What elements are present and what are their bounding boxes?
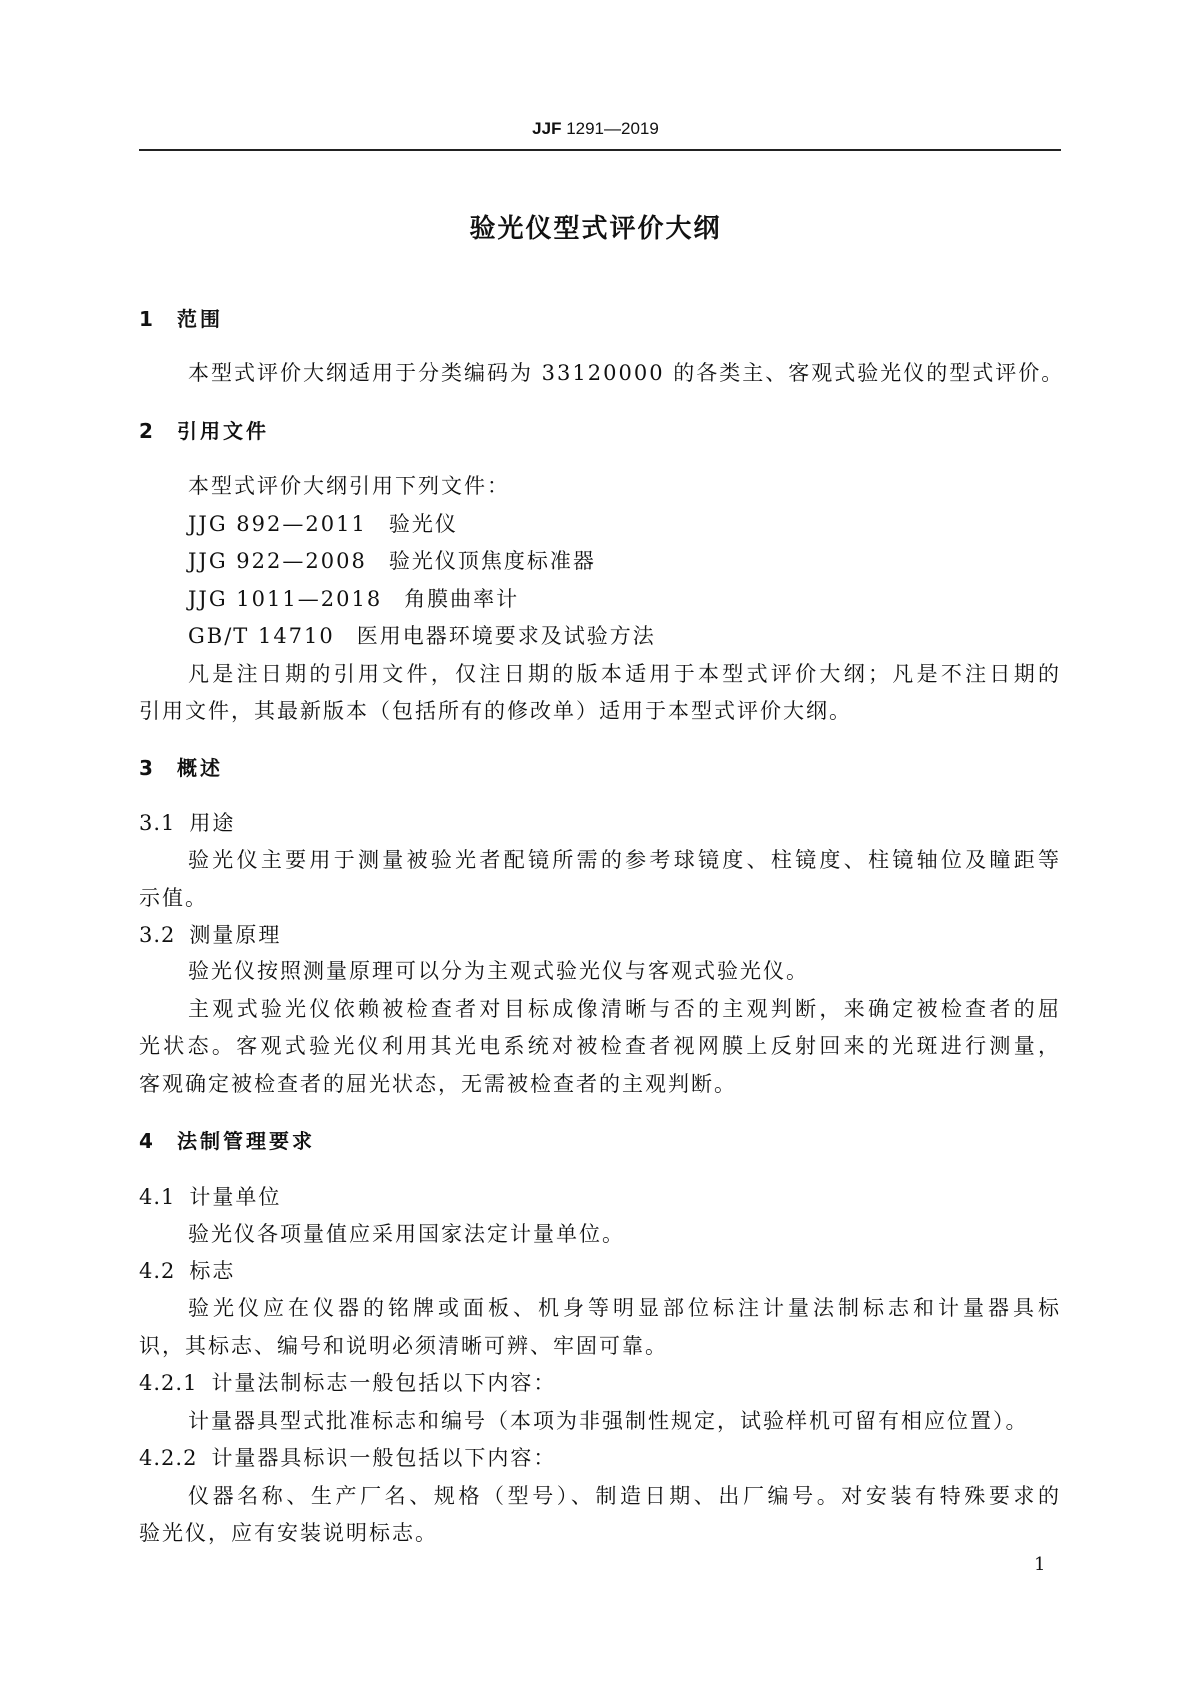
paragraph: 计量器具型式批准标志和编号（本项为非强制性规定，试验样机可留有相应位置）。 bbox=[188, 1409, 1029, 1433]
section-title: 标志 bbox=[189, 1259, 236, 1283]
ref-name: 验光仪顶焦度标准器 bbox=[388, 549, 596, 573]
section-title: 概述 bbox=[177, 756, 223, 780]
section-number: 4 bbox=[139, 1129, 153, 1153]
paragraph-cont: 识，其标志、编号和说明必须清晰可辨、牢固可靠。 bbox=[139, 1334, 668, 1358]
header-prefix: JJF bbox=[532, 119, 562, 138]
paragraph: 凡是注日期的引用文件，仅注日期的版本适用于本型式评价大纲；凡是不注日期的 bbox=[188, 662, 1061, 686]
paragraph-cont: 光状态。客观式验光仪利用其光电系统对被检查者视网膜上反射回来的光斑进行测量， bbox=[139, 1034, 1061, 1058]
subsection-3-2-heading bbox=[139, 922, 281, 948]
paragraph-cont: 验光仪，应有安装说明标志。 bbox=[139, 1521, 438, 1545]
subsection-4-2-1-heading bbox=[139, 1370, 556, 1396]
paragraph: 验光仪各项量值应采用国家法定计量单位。 bbox=[188, 1222, 625, 1246]
section-title: 计量单位 bbox=[189, 1185, 282, 1209]
ref-code: JJG 922—2008 bbox=[188, 549, 367, 573]
section-title: 法制管理要求 bbox=[177, 1129, 315, 1153]
ref-code: GB/T 14710 bbox=[188, 624, 335, 648]
section-number: 3.1 bbox=[139, 811, 176, 835]
paragraph: 本型式评价大纲适用于分类编码为 33120000 的各类主、客观式验光仪的型式评价。 bbox=[188, 361, 1065, 385]
ref-name: 角膜曲率计 bbox=[404, 587, 520, 611]
paragraph: 验光仪主要用于测量被验光者配镜所需的参考球镜度、柱镜度、柱镜轴位及瞳距等 bbox=[188, 848, 1061, 872]
paragraph-cont: 客观确定被检查者的屈光状态，无需被检查者的主观判断。 bbox=[139, 1072, 737, 1096]
section-title: 计量器具标识一般包括以下内容： bbox=[211, 1446, 557, 1470]
paragraph-cont: 示值。 bbox=[139, 886, 208, 910]
section-number: 2 bbox=[139, 419, 153, 443]
section-number: 4.1 bbox=[139, 1185, 176, 1209]
paragraph: 仪器名称、生产厂名、规格（型号）、制造日期、出厂编号。对安装有特殊要求的 bbox=[188, 1484, 1061, 1508]
header-code: 1291—2019 bbox=[566, 119, 659, 138]
reference-item bbox=[188, 586, 519, 612]
section-number: 3 bbox=[139, 756, 153, 780]
section-number: 1 bbox=[139, 307, 153, 331]
reference-item bbox=[188, 548, 596, 574]
header-rule bbox=[139, 149, 1061, 151]
reference-item bbox=[188, 623, 656, 649]
ref-name: 验光仪 bbox=[388, 512, 458, 536]
paragraph: 本型式评价大纲引用下列文件： bbox=[188, 474, 510, 498]
section-title: 计量法制标志一般包括以下内容： bbox=[211, 1371, 557, 1395]
section-title: 用途 bbox=[189, 811, 236, 835]
page-number: 1 bbox=[1034, 1554, 1046, 1575]
running-header bbox=[0, 119, 1191, 139]
page-title: 验光仪型式评价大纲 bbox=[469, 214, 722, 244]
section-number: 4.2.2 bbox=[139, 1446, 198, 1470]
section-title: 测量原理 bbox=[189, 923, 282, 947]
ref-name: 医用电器环境要求及试验方法 bbox=[356, 624, 656, 648]
subsection-4-1-heading bbox=[139, 1184, 281, 1210]
section-title: 引用文件 bbox=[177, 419, 269, 443]
section-number: 3.2 bbox=[139, 923, 176, 947]
section-title: 范围 bbox=[177, 307, 223, 331]
section-number: 4.2.1 bbox=[139, 1371, 198, 1395]
paragraph: 验光仪按照测量原理可以分为主观式验光仪与客观式验光仪。 bbox=[188, 959, 809, 983]
ref-code: JJG 1011—2018 bbox=[188, 587, 383, 611]
section-4-heading bbox=[139, 1128, 315, 1154]
paragraph: 主观式验光仪依赖被检查者对目标成像清晰与否的主观判断，来确定被检查者的屈 bbox=[188, 997, 1061, 1021]
section-2-heading bbox=[139, 418, 269, 444]
section-3-heading bbox=[139, 755, 223, 781]
paragraph-cont: 引用文件，其最新版本（包括所有的修改单）适用于本型式评价大纲。 bbox=[139, 699, 852, 723]
section-number: 4.2 bbox=[139, 1259, 176, 1283]
subsection-4-2-heading bbox=[139, 1258, 235, 1284]
subsection-4-2-2-heading bbox=[139, 1445, 556, 1471]
reference-item bbox=[188, 511, 458, 537]
ref-code: JJG 892—2011 bbox=[188, 512, 367, 536]
section-1-heading bbox=[139, 306, 223, 332]
subsection-3-1-heading bbox=[139, 810, 235, 836]
paragraph: 验光仪应在仪器的铭牌或面板、机身等明显部位标注计量法制标志和计量器具标 bbox=[188, 1296, 1061, 1320]
